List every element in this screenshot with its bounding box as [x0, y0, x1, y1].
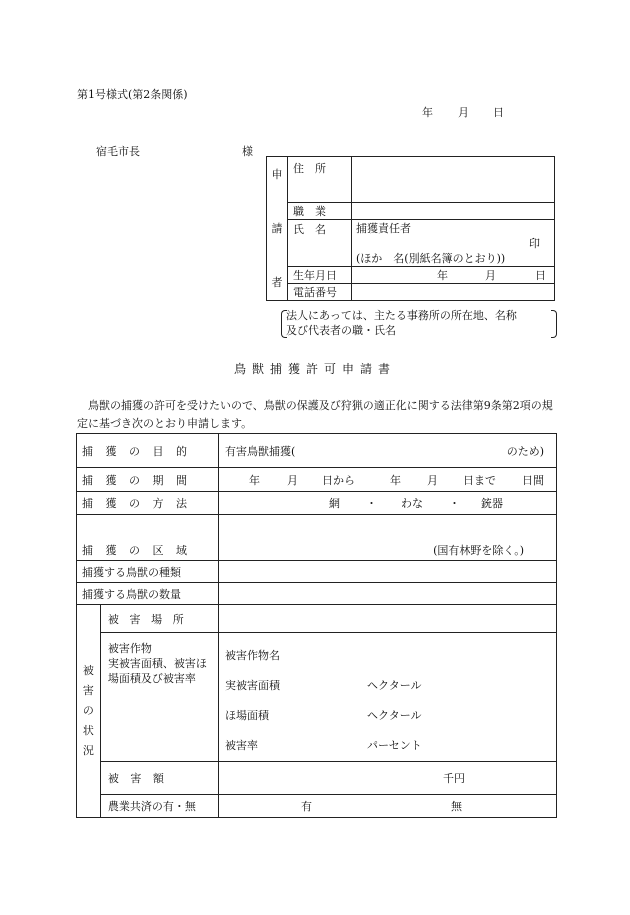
honorific: 様 — [242, 145, 253, 158]
period-year-1: 年 — [249, 473, 260, 487]
name-field[interactable] — [352, 220, 555, 267]
application-statement: 鳥獣の捕獲の許可を受けたいので、鳥獣の保護及び狩猟の適正化に関する法律第9条第2項の規定に基づき次のとおり申請します。 — [77, 399, 553, 430]
purpose-field[interactable] — [219, 434, 557, 468]
method-separator-1: ・ — [366, 497, 377, 510]
applicant-side-label: 申 請 者 — [267, 157, 288, 301]
period-days: 日間 — [522, 473, 544, 487]
area-label: 捕 獲 の 区 域 — [77, 515, 219, 561]
actual-area-label: 実被害面積 — [225, 679, 280, 692]
method-net: 網 — [329, 497, 340, 510]
damage-place-field[interactable] — [219, 605, 557, 633]
birth-day: 日 — [535, 269, 546, 282]
area-field[interactable] — [219, 515, 557, 561]
damage-rate-unit: パーセント — [367, 739, 422, 752]
damage-amount-unit: 千円 — [443, 772, 465, 785]
quantity-field[interactable] — [219, 583, 557, 605]
birthdate-label: 生年月日 — [288, 267, 352, 284]
insurance-yes[interactable]: 有 — [301, 800, 312, 813]
method-field[interactable] — [219, 492, 557, 515]
damaged-crops-field[interactable] — [219, 633, 557, 762]
date-day: 日 — [493, 106, 504, 119]
damage-situation-label: 被 害 の 状 況 — [77, 605, 101, 818]
period-year-2: 年 — [390, 473, 401, 487]
period-label: 捕 獲 の 期 間 — [77, 468, 219, 492]
note-line-2: 及び代表者の職・氏名 — [286, 324, 396, 337]
applicant-table — [266, 156, 555, 301]
period-field[interactable] — [219, 468, 557, 492]
period-to: 日まで — [463, 473, 496, 487]
actual-area-unit: ヘクタール — [367, 679, 422, 692]
birth-year: 年 — [437, 269, 448, 282]
date-year: 年 — [422, 106, 433, 119]
purpose-prefix: 有害鳥獣捕獲( — [225, 444, 296, 458]
field-area-label: ほ場面積 — [225, 709, 269, 722]
purpose-label: 捕 獲 の 目 的 — [77, 434, 219, 468]
area-note: (国有林野を除く。) — [433, 544, 524, 557]
damage-rate-label: 被害率 — [225, 739, 258, 752]
form-number: 第1号様式(第2条関係) — [77, 88, 188, 101]
purpose-suffix: のため) — [506, 444, 544, 458]
species-label: 捕獲する鳥獣の種類 — [77, 561, 219, 583]
name-line-others: (ほか 名(別紙名簿のとおり)) — [356, 252, 506, 265]
method-gun: 銃器 — [481, 497, 503, 510]
crop-name-label: 被害作物名 — [225, 649, 280, 662]
birthdate-field[interactable] — [352, 267, 555, 284]
occupation-label: 職 業 — [288, 203, 352, 220]
damage-amount-label: 被 害 額 — [100, 762, 218, 795]
birth-month: 月 — [485, 269, 496, 282]
addressee: 宿毛市長 — [96, 145, 140, 158]
period-month-2: 月 — [427, 473, 438, 487]
date-month: 月 — [458, 106, 469, 119]
document-title: 鳥獣捕獲許可申請書 — [233, 362, 396, 376]
damaged-crops-label: 被害作物 実被害面積、被害ほ 場面積及び被害率 — [100, 633, 218, 762]
insurance-no[interactable]: 無 — [451, 800, 462, 813]
method-trap: わな — [401, 497, 423, 510]
address-label: 住 所 — [288, 157, 352, 203]
corporation-note — [286, 308, 554, 338]
damage-place-label: 被 害 場 所 — [100, 605, 218, 633]
method-separator-2: ・ — [449, 497, 460, 510]
species-field[interactable] — [219, 561, 557, 583]
period-from: 日から — [322, 473, 355, 487]
name-label: 氏 名 — [288, 220, 352, 267]
method-label: 捕 獲 の 方 法 — [77, 492, 219, 515]
note-line-1: 法人にあっては、主たる事務所の所在地、名称 — [286, 309, 517, 322]
phone-field[interactable] — [352, 284, 555, 301]
period-month-1: 月 — [287, 473, 298, 487]
phone-label: 電話番号 — [288, 284, 352, 301]
quantity-label: 捕獲する鳥獣の数量 — [77, 583, 219, 605]
field-area-unit: ヘクタール — [367, 709, 422, 722]
name-line-responsible: 捕獲責任者 — [356, 222, 411, 235]
address-field[interactable] — [352, 157, 555, 203]
insurance-label: 農業共済の有・無 — [100, 795, 218, 818]
capture-details-table — [76, 433, 557, 818]
occupation-field[interactable] — [352, 203, 555, 220]
seal-mark: 印 — [529, 237, 540, 250]
damage-amount-field[interactable] — [219, 762, 557, 795]
insurance-field[interactable] — [219, 795, 557, 818]
